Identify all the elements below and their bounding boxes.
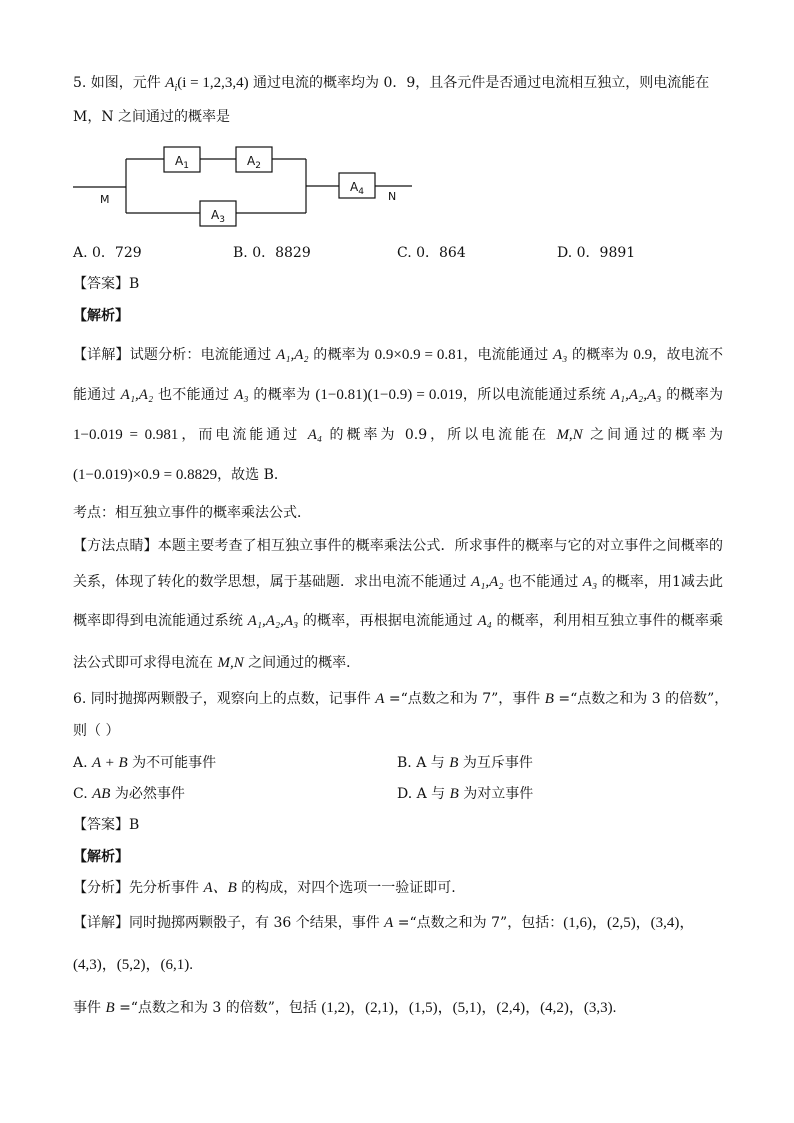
- q6-answer: 【答案】B: [73, 817, 140, 833]
- q5-analysis-heading: 【解析】: [73, 308, 129, 324]
- element-symbol: $A_i$: [165, 75, 178, 94]
- q5-method-line3: 概率即得到电流能通过系统 A₁,A₂,A₃ 的概率，再根据电流能通过 A₄ 的概率，利用相互独立事件的概率乘: [73, 613, 724, 629]
- circuit-diagram: [0, 142, 794, 232]
- q5-kaodian: 考点：相互独立事件的概率乘法公式．: [73, 505, 311, 521]
- q6-option-d: D. A 与 B 为对立事件: [397, 786, 534, 802]
- m-label: M: [100, 193, 110, 206]
- q6-stem-line2: 则（ ）: [73, 723, 120, 739]
- q5-detail-line1: 【详解】试题分析：电流能通过 A₁,A₂ 的概率为 0.9×0.9 = 0.81，电流能通过 A₃ 的概率为 0.9，故电流不: [73, 347, 724, 363]
- q6-stem-line1: 6. 同时抛掷两颗骰子，观察向上的点数，记事件 A =“点数之和为 7”，事件 B =“点数之和为 3 的倍数”，: [73, 691, 729, 707]
- q5-option-d: D. 0．9891: [557, 245, 636, 261]
- q5-option-c: C. 0．864: [397, 245, 466, 261]
- q6-analysis-heading: 【解析】: [73, 849, 129, 865]
- q5-option-a: A. 0．729: [73, 245, 142, 261]
- element-condition: (i = 1,2,3,4): [177, 75, 249, 91]
- q5-option-b: B. 0．8829: [233, 245, 311, 261]
- q5-stem-line1: 5. 如图，元件 $A_i(i = 1,2,3,4)$ 通过电流的概率均为 0．9，且各元件是否通过电流相互独立，则电流能在: [73, 75, 710, 94]
- q5-detail-line3: 1−0.019 = 0.981，而电流能通过 A₄ 的概率为 0.9，所以电流能在 M,N 之间通过的概率为: [73, 427, 723, 443]
- q5-detail-line4: (1−0.019)×0.9 = 0.8829，故选 B．: [73, 467, 288, 483]
- q5-method-line2: 关系，体现了转化的数学思想，属于基础题．求出电流不能通过 A₁,A₂ 也不能通过 A₃ 的概率，用1减去此: [73, 574, 724, 590]
- a4-label: $A_4$: [350, 180, 364, 197]
- q5-stem-line2: M，N 之间通过的概率是: [73, 109, 231, 125]
- q6-detail-line2: (4,3)，(5,2)，(6,1).: [73, 957, 193, 973]
- n-label: N: [388, 190, 397, 203]
- q6-detail-line1: 【详解】同时抛掷两颗骰子，有 36 个结果，事件 A =“点数之和为 7”，包括：(1,6)，(2,5)，(3,4)，: [73, 915, 695, 931]
- q5-detail-line2: 能通过 A₁,A₂ 也不能通过 A₃ 的概率为 (1−0.81)(1−0.9) = 0.019，所以电流能通过系统 A₁,A₂,A₃ 的概率为: [73, 387, 723, 403]
- q6-fenxi: 【分析】先分析事件 A、B 的构成，对四个选项一一验证即可.: [73, 880, 456, 896]
- a2-label: $A_2$: [247, 154, 261, 171]
- a3-label: $A_3$: [211, 208, 225, 225]
- q6-option-a: A. A + B 为不可能事件: [73, 755, 217, 771]
- q6-detail-line3: 事件 B =“点数之和为 3 的倍数”，包括 (1,2)，(2,1)，(1,5)，(5,1)，(2,4)，(4,2)，(3,3).: [73, 1000, 617, 1016]
- q5-method-line1: 【方法点睛】本题主要考查了相互独立事件的概率乘法公式．所求事件的概率与它的对立事件之间概率的: [73, 538, 723, 554]
- q6-option-c: C. AB 为必然事件: [73, 786, 185, 802]
- q6-option-b: B. A 与 B 为互斥事件: [397, 755, 533, 771]
- a1-label: $A_1$: [175, 154, 189, 171]
- q5-answer: 【答案】B: [73, 276, 140, 292]
- q5-method-line4: 法公式即可求得电流在 M,N 之间通过的概率．: [73, 655, 361, 671]
